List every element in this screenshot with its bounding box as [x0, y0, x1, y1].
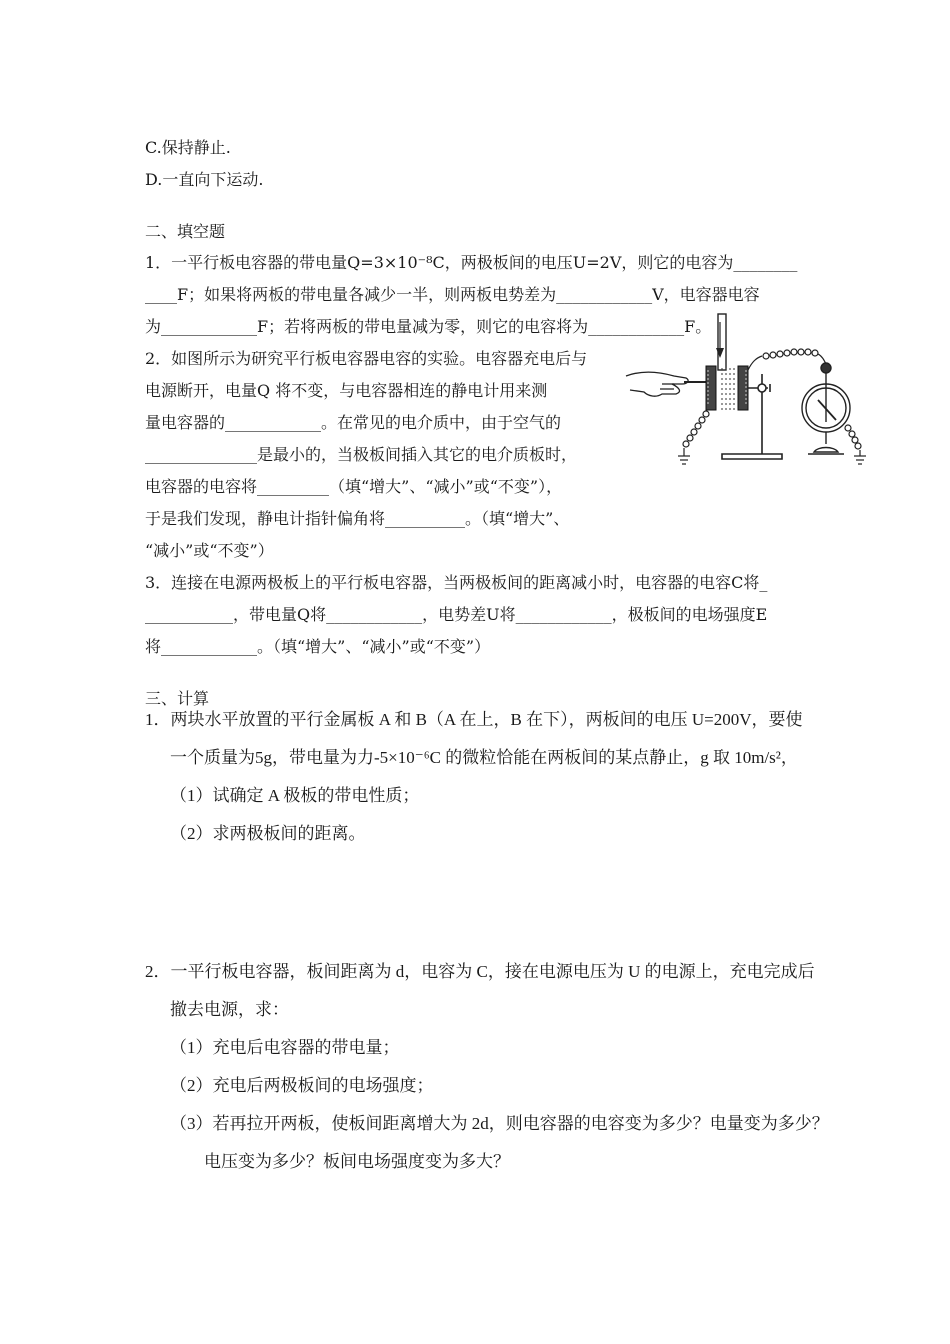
- q2-line-6: 于是我们发现，静电计指针偏角将__________。（填“增大”、: [145, 509, 570, 528]
- q1-line-1: 1．一平行板电容器的带电量Q=3×10⁻⁸C，两极板间的电压U=2V，则它的电容为________: [145, 253, 798, 272]
- support-stand: [722, 374, 782, 459]
- dielectric-slab: [718, 314, 726, 370]
- calc-q1-line-1: 1．两块水平放置的平行金属板 A 和 B（A 在上，B 在下），两板间的电压 U=200V，要使: [145, 710, 803, 729]
- calc-q2-sub-3: （3）若再拉开两板，使板间距离增大为 2d，则电容器的电容变为多少？电量变为多少？: [170, 1114, 829, 1133]
- electrometer-ground: [845, 425, 866, 464]
- q2-line-5: 电容器的电容将_________（填“增大”、“减小”或“不变”），: [145, 477, 563, 496]
- connecting-wire: [748, 349, 826, 370]
- calc-q1-line-2: 一个质量为5g，带电量为力-5×10⁻⁶C 的微粒恰能在两板间的某点静止，g 取 10m/s²，: [170, 748, 798, 767]
- section-fill-blank-title: 二、填空题: [145, 222, 226, 241]
- capacitor-experiment-figure: [622, 312, 870, 468]
- q2-line-3: 量电容器的____________。在常见的电介质中，由于空气的: [145, 413, 562, 432]
- q2-line-2: 电源断开，电量Q 将不变，与电容器相连的静电计用来测: [145, 381, 548, 400]
- electrometer: [802, 363, 850, 454]
- calc-q2-sub-2: （2）充电后两极板间的电场强度；: [170, 1076, 434, 1095]
- q1-line-2: ____F；如果将两板的带电量各减少一半，则两板电势差为____________V，电容器电容: [145, 285, 760, 304]
- calc-q2-line-1: 2．一平行板电容器，板间距离为 d，电容为 C，接在电源电压为 U 的电源上，充电完成后: [145, 962, 815, 981]
- q3-line-1: 3．连接在电源两极板上的平行板电容器，当两极板间的距离减小时，电容器的电容C将_: [145, 573, 768, 592]
- section-calc-title: 三、计算: [145, 689, 210, 708]
- q2-line-4: ______________是最小的，当极板间插入其它的电介质板时，: [145, 445, 578, 464]
- q2-line-7: “减小”或“不变”）: [145, 541, 274, 560]
- calc-q1-sub-1: （1）试确定 A 极板的带电性质；: [170, 786, 420, 805]
- q3-line-2: ___________，带电量Q将____________，电势差U将____________，极板间的电场强度E: [145, 605, 768, 624]
- hand-icon: [626, 372, 688, 396]
- ground-chain: [678, 411, 709, 464]
- q2-line-1: 2．如图所示为研究平行板电容器电容的实验。电容器充电后与: [145, 349, 588, 368]
- calc-q2-sub-3-cont: 电压变为多少？板间电场强度变为多大？: [204, 1152, 510, 1171]
- option-d: D.一直向下运动.: [145, 170, 264, 189]
- calc-q2-sub-1: （1）充电后电容器的带电量；: [170, 1038, 400, 1057]
- q3-line-3: 将____________。（填“增大”、“减小”或“不变”）: [145, 637, 491, 656]
- calc-q1-sub-2: （2）求两极板间的距离。: [170, 824, 366, 843]
- q1-line-3: 为____________F；若将两板的带电量减为零，则它的电容将为____________F。: [145, 317, 712, 336]
- option-c: C.保持静止.: [145, 138, 231, 157]
- calc-q2-line-2: 撤去电源，求：: [170, 1000, 289, 1019]
